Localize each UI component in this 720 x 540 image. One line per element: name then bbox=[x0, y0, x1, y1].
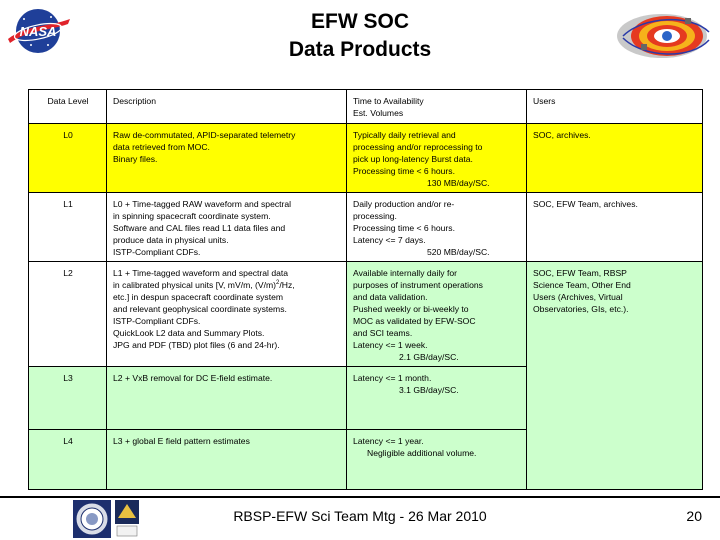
users-cell: SOC, EFW Team, RBSP Science Team, Other End Users (Archives, Virtual Observatories, GIs, etc.). bbox=[527, 262, 703, 490]
users-cell: SOC, EFW Team, archives. bbox=[527, 193, 703, 262]
time-cell: Available internally daily for purposes of instrument operations and data validation. Pushed weekly or bi-weekly to MOC as validated by EFW-SOC and SCI teams. Latency <= 1 week. 2.1 GB/day/SC. bbox=[347, 262, 527, 367]
page-number: 20 bbox=[686, 508, 702, 524]
volume-text: 3.1 GB/day/SC. bbox=[399, 385, 459, 395]
users-cell: SOC, archives. bbox=[527, 124, 703, 193]
volume-text: 130 MB/day/SC. bbox=[427, 178, 490, 188]
radiation-belt-image bbox=[613, 10, 711, 62]
level-cell: L3 bbox=[29, 367, 107, 430]
description-cell: Raw de-commutated, APID-separated telemetry data retrieved from MOC. Binary files. bbox=[107, 124, 347, 193]
header-description: Description bbox=[107, 90, 347, 124]
title-line-1: EFW SOC bbox=[311, 10, 409, 33]
svg-text:NASA: NASA bbox=[19, 24, 57, 39]
level-cell: L4 bbox=[29, 430, 107, 490]
data-products-table bbox=[28, 89, 703, 490]
footer-divider bbox=[0, 496, 720, 498]
description-cell: L3 + global E field pattern estimates bbox=[107, 430, 347, 490]
description-cell: L0 + Time-tagged RAW waveform and spectral in spinning spacecraft coordinate system. Software and CAL files read L1 data files and produce data in physical units. ISTP-Compliant CDFs. bbox=[107, 193, 347, 262]
table-row-l0 bbox=[29, 124, 703, 193]
table-row-l2 bbox=[29, 262, 703, 367]
volume-text: Negligible additional volume. bbox=[367, 448, 477, 458]
table-header-row bbox=[29, 90, 703, 124]
time-cell: Latency <= 1 month. 3.1 GB/day/SC. bbox=[347, 367, 527, 430]
time-cell: Daily production and/or re- processing. Processing time < 6 hours. Latency <= 7 days. 520 MB/day/SC. bbox=[347, 193, 527, 262]
time-cell: Latency <= 1 year. Negligible additional volume. bbox=[347, 430, 527, 490]
header-users: Users bbox=[527, 90, 703, 124]
level-cell: L1 bbox=[29, 193, 107, 262]
footer-meeting-text: RBSP-EFW Sci Team Mtg - 26 Mar 2010 bbox=[233, 508, 487, 524]
description-cell: L1 + Time-tagged waveform and spectral data in calibrated physical units [V, mV/m, $(V/m)^2/Hz$, etc.] in despun spacecraft coordinate system and relevant geophysical coordinate systems. ISTP-Compliant CDFs. QuickLook L2 data and Summary Plots. JPG and PDF (TBD) plot files (6 and 24-hr). bbox=[107, 262, 347, 367]
time-cell: Typically daily retrieval and processing and/or reprocessing to pick up long-latency Burst data. Processing time < 6 hours. 130 MB/day/SC. bbox=[347, 124, 527, 193]
description-cell: L2 + VxB removal for DC E-field estimate. bbox=[107, 367, 347, 430]
header-time-availability: Time to Availability Est. Volumes bbox=[347, 90, 527, 124]
level-cell: L2 bbox=[29, 262, 107, 367]
page-title bbox=[0, 8, 720, 64]
volume-text: 2.1 GB/day/SC. bbox=[399, 352, 459, 362]
volume-text: 520 MB/day/SC. bbox=[427, 247, 490, 257]
level-cell: L0 bbox=[29, 124, 107, 193]
table-row-l1 bbox=[29, 193, 703, 262]
title-line-2: Data Products bbox=[288, 38, 432, 61]
header-data-level: Data Level bbox=[29, 90, 107, 124]
